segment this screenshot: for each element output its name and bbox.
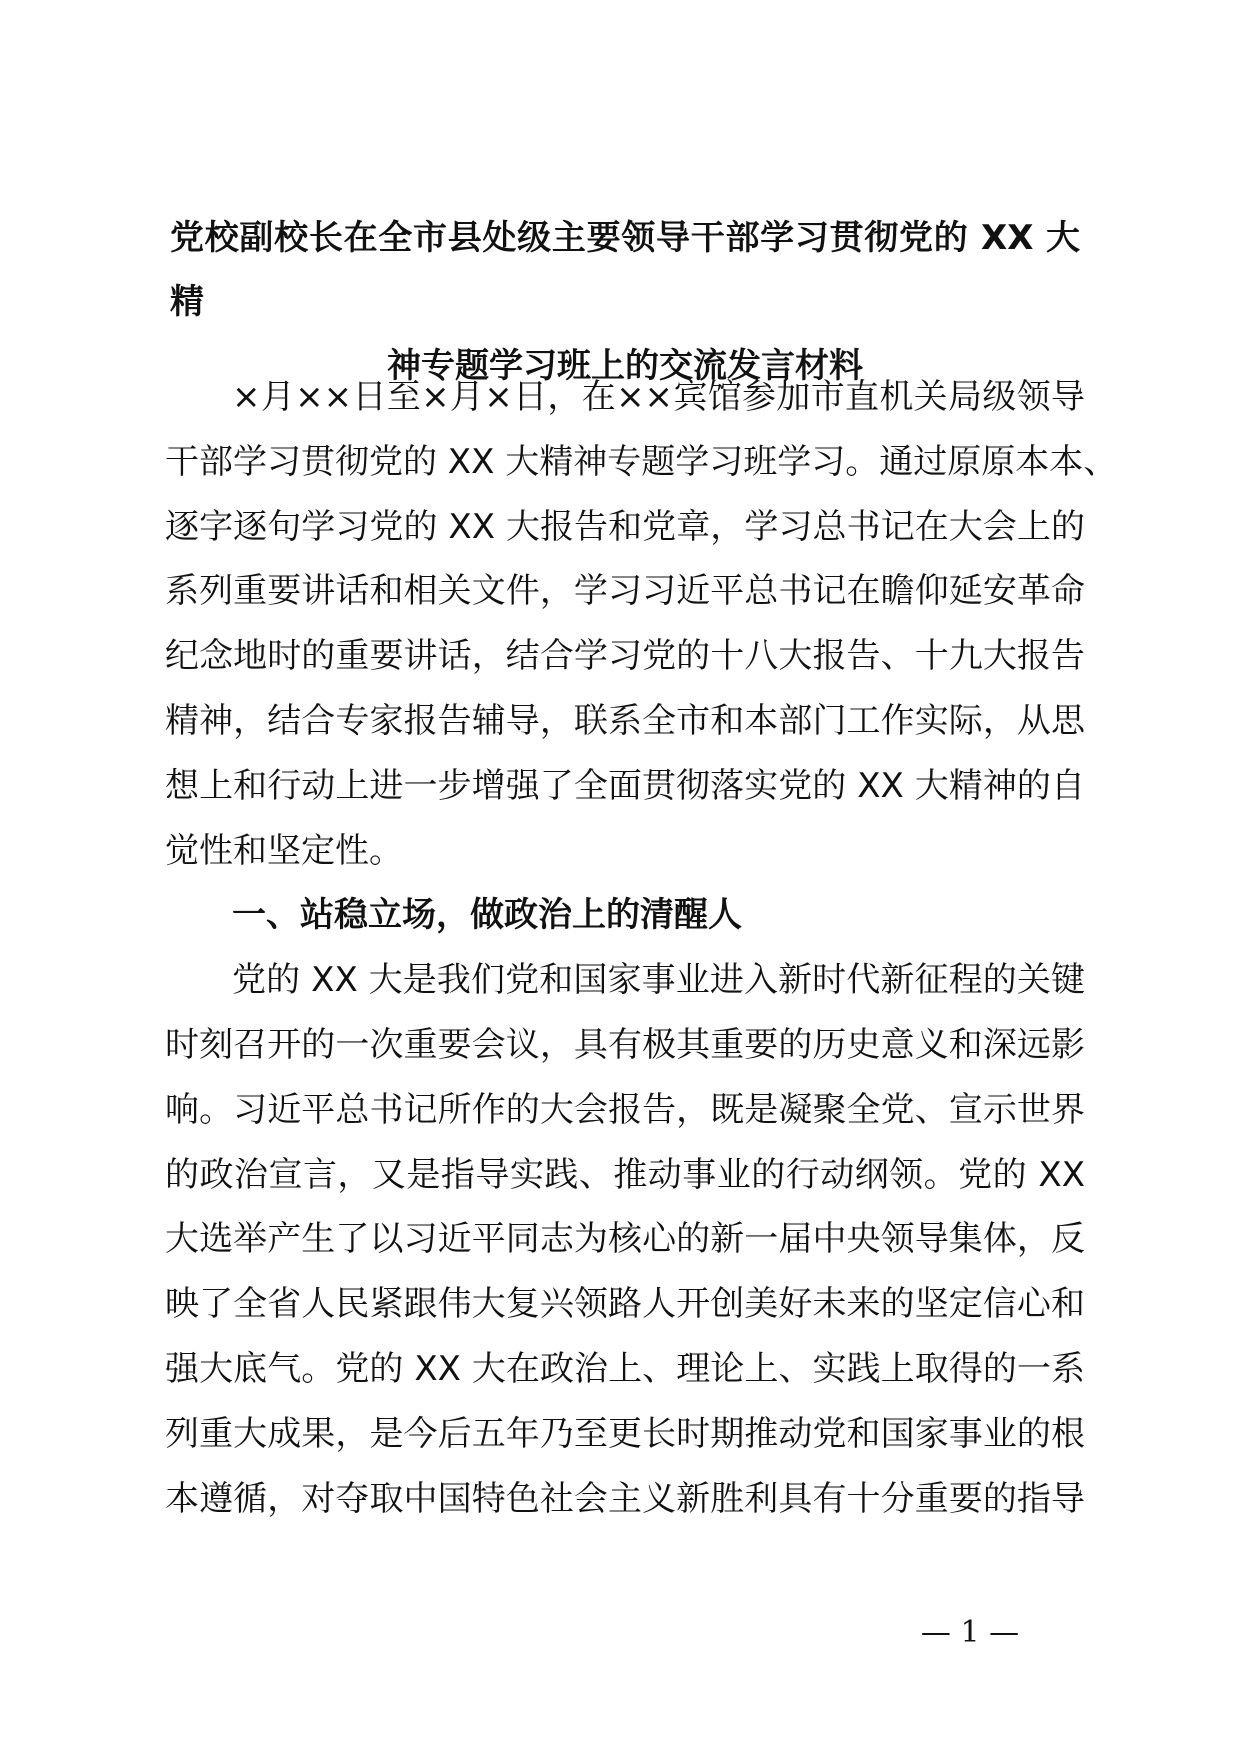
- document-body: [165, 365, 1118, 1531]
- paragraph-2-line: 响。习近平总书记所作的大会报告，既是凝聚全党、宣示世界: [165, 1089, 1085, 1130]
- title-line-1: 党校副校长在全市县处级主要领导干部学习贯彻党的 XX 大精: [170, 218, 1080, 322]
- paragraph-2-line: 的政治宣言，又是指导实践、推动事业的行动纲领。党的 XX: [165, 1154, 1085, 1195]
- paragraph-1-line: ×月××日至×月×日，在××宾馆参加市直机关局级领导: [232, 377, 1085, 417]
- paragraph-1-line: 想上和行动上进一步增强了全面贯彻落实党的 XX 大精神的自: [165, 765, 1085, 806]
- paragraph-1-line: 觉性和坚定性。: [165, 830, 403, 871]
- paragraph-1-line: 系列重要讲话和相关文件，学习习近平总书记在瞻仰延安革命: [165, 571, 1085, 612]
- paragraph-2-line: 列重大成果，是今后五年乃至更长时期推动党和国家事业的根: [165, 1413, 1085, 1454]
- title-line-2: 神专题学习班上的交流发言材料: [387, 346, 863, 386]
- paragraph-2-line: 大选举产生了以习近平同志为核心的新一届中央领导集体，反: [165, 1219, 1085, 1260]
- paragraph-2-line: 党的 XX 大是我们党和国家事业进入新时代新征程的关键: [232, 960, 1085, 1001]
- page-number: — 1 —: [920, 1615, 1020, 1650]
- paragraph-2-line: 时刻召开的一次重要会议，具有极其重要的历史意义和深远影: [165, 1024, 1085, 1065]
- paragraph-2-line: 本遵循，对夺取中国特色社会主义新胜利具有十分重要的指导: [165, 1478, 1085, 1519]
- paragraph-1-line: 逐字逐句学习党的 XX 大报告和党章，学习总书记在大会上的: [165, 506, 1085, 547]
- paragraph-1-line: 纪念地时的重要讲话，结合学习党的十八大报告、十九大报告: [165, 636, 1085, 677]
- paragraph-2-line: 强大底气。党的 XX 大在政治上、理论上、实践上取得的一系: [165, 1348, 1085, 1389]
- paragraph-1-line: 精神，结合专家报告辅导，联系全市和本部门工作实际，从思: [165, 700, 1085, 741]
- paragraph-1-line: 干部学习贯彻党的 XX 大精神专题学习班学习。通过原原本本、: [165, 441, 1118, 482]
- paragraph-2-line: 映了全省人民紧跟伟大复兴领路人开创美好未来的坚定信心和: [165, 1284, 1085, 1325]
- section-heading: 一、站稳立场，做政治上的清醒人: [232, 895, 742, 936]
